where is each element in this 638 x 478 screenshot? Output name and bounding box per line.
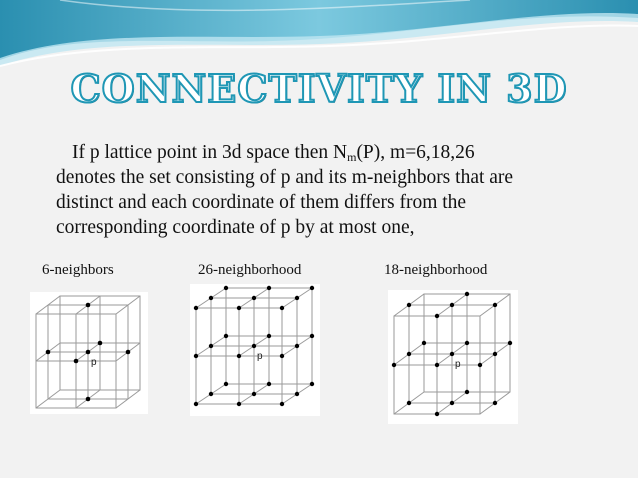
body-line-2: denotes the set consisting of p and its m-neighbors that are <box>56 167 514 188</box>
cube-diagram-26-neighborhood <box>190 284 320 416</box>
cube-diagram-6-neighbors <box>30 292 148 414</box>
point-p-label: p <box>257 351 263 362</box>
figure-label-18-neighborhood: 18-neighborhood <box>384 262 488 278</box>
figure-label-6-neighbors: 6-neighbors <box>42 262 114 278</box>
body-line-1 <box>56 140 596 165</box>
body-paragraph <box>56 140 596 240</box>
body-line-1-prefix: If p lattice point in 3d space then N <box>72 142 348 163</box>
body-line-1-suffix: (P), m=6,18,26 <box>356 142 475 163</box>
point-p-label: p <box>455 359 461 370</box>
cube-diagram-18-neighborhood <box>388 290 518 424</box>
subscript-m: m <box>347 150 357 164</box>
body-line-4: corresponding coordinate of p by at most one, <box>56 217 415 238</box>
point-p-label: p <box>91 357 97 368</box>
figure-label-26-neighborhood: 26-neighborhood <box>198 262 302 278</box>
body-line-3: distinct and each coordinate of them differs from the <box>56 192 467 213</box>
slide-title: CONNECTIVITY IN 3D <box>70 66 568 111</box>
